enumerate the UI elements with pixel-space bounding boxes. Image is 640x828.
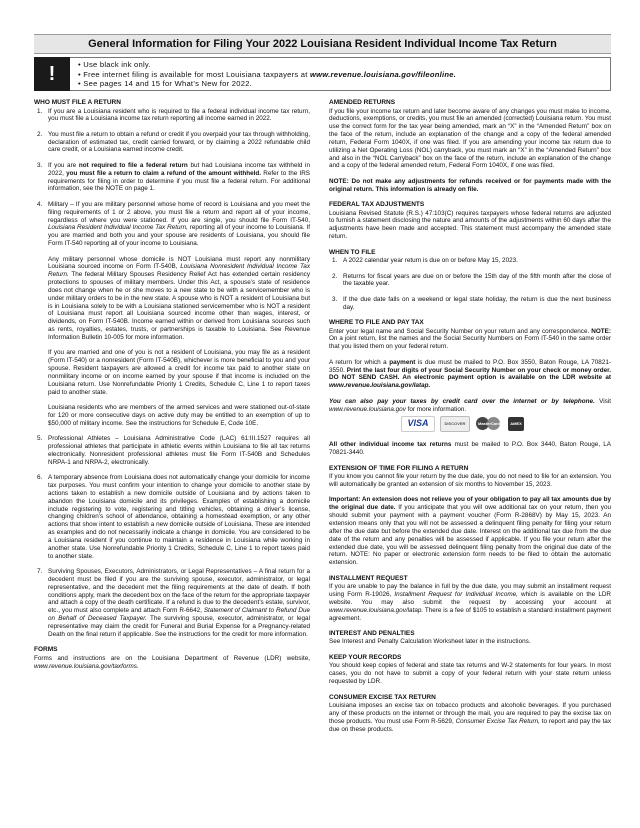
section-heading: WHO MUST FILE A RETURN [34, 99, 121, 106]
section-heading: WHEN TO FILE [329, 248, 376, 256]
paragraph: You can also pay your taxes by credit card over the internet or by telephone. Visit www.revenue.louisiana.gov for more information. [329, 397, 611, 413]
list-item: 1. A 2022 calendar year return is due on or before May 15, 2023. [332, 257, 518, 265]
list-item: 3. If the due date falls on a weekend or legal state holiday, the return is due the next business day. [332, 295, 611, 311]
paragraph: Louisiana Revised Statute (R.S.) 47:103(C) requires taxpayers whose federal returns are adjusted to furnish a statement disclosing the nature and amounts of the adjustments within 60 days after the adjustments have been made and accepted. This statement must accompany the amended state return. [329, 209, 611, 241]
taxforms-link[interactable]: www.revenue.louisiana.gov/taxforms. [34, 662, 139, 670]
list-item: 3. If you are not required to file a federal return but had Louisiana income tax withheld in 2022, you must file a return to claim a refund of the amount withheld. Refer to the IRS requirements for filing in order to determine if you must file a federal return. For additional information, see the NOTE on page 1. [37, 161, 311, 193]
list-item: 5. Professional Athletes – Louisiana Administrative Code (LAC) 61:III.1527 requires all professional athletes that participate in athletic events within Louisiana to file all tax returns electronically. Nonresident professional athletes must file Form IT-540B and Schedules NRPA-1 and NRPA-2, electronically. [37, 435, 310, 466]
paragraph: Any military personnel whose domicile is NOT Louisiana must report any nonmilitary Louisiana sourced income on Form IT-540B, Louisiana Nonresident Individual Income Tax Return. The federal Military Spouses Residency Relief Act has extended certain residency protections to spouses of military members. Under this Act, a spouse’s state of residence does not change when he or she moves to a new state to be with a servicemember who is under military orders to be in the new state. A spouse who is NOT a resident of Louisiana but is in Louisiana solely to be with a Louisiana stationed servicemember who is NOT a resident of Louisiana must report all Louisiana sourced income other than wages, interest, or dividends, on Form IT-540B. Income earned within or derived from Louisiana sources such as rents, royalties, estates, trusts, or partnerships is taxable to Louisiana. See Revenue Information Bulletin 10-005 for more information. [48, 255, 311, 341]
notice-list [70, 58, 456, 90]
amex-logo: AMEX [508, 417, 524, 431]
section-heading: FEDERAL TAX ADJUSTMENTS [329, 201, 425, 209]
fileonline-link[interactable]: www.revenue.louisiana.gov/fileonline. [309, 69, 457, 79]
paragraph: Enter your legal name and Social Security Number on your return and any correspondence. NOTE: On a joint return, list the names and the Social Security Numbers on Form IT-540 in the same order that you listed them on your federal return. [329, 327, 611, 351]
section-heading: AMENDED RETURNS [329, 99, 396, 106]
notice-item: • See pages 14 and 15 for What’s New for 2022. [78, 79, 456, 89]
list-item: 4. Military – If you are military personnel whose home of record is Louisiana and you meet the filing requirements of 1 or 2 above, you must file a return and report all of your income, regardless of where you were stationed. If you are single, you should file Form IT-540, Louisiana Resident Individual Income Tax Return, reporting all of your income to Louisiana. If you are married and both you and your spouse are residents of Louisiana, you should file Form IT-540 reporting all of your income to Louisiana. [37, 200, 310, 248]
section-heading: INTEREST AND PENALTIES [329, 629, 415, 637]
paragraph: A return for which a payment is due must be mailed to P.O. Box 3550, Baton Rouge, LA 70821-3550. Print the last four digits of your Social Security Number on your check or money order. DO NOT SEND CASH. An electronic payment option is available on the LDR website at www.revenue.louisiana.gov/latap. [329, 358, 612, 390]
exclamation-icon: ! [34, 57, 70, 91]
discover-logo: DISCOVER [440, 416, 470, 432]
section-heading: WHERE TO FILE AND PAY TAX [329, 319, 424, 327]
list-item: 2. Returns for fiscal years are due on or before the 15th day of the fifth month after the close of the taxable year. [332, 272, 611, 288]
notice-item: • Use black ink only. [78, 60, 456, 70]
paragraph: If you file your income tax return and later become aware of any changes you must make to income, deductions, exemptions, or credits, you must file an amended (corrected) Louisiana return. You must use the correct form for the tax year being amended, mark an “X” in the “Amended Return” box on the face of the return, include an explanation of the change and a copy of the federal amended return, Federal Form 1040X, if one was filed. If you are amending your income tax return due to utilizing a Net Operating Loss (NOL) carryback, you must mark an “X” in the “Amended Return” box and also in the “NOL Carryback” box on the face of the return, include an explanation of the change and a copy of the federal amended return, Federal Form 1040X, if one was filed. [329, 107, 611, 170]
paragraph: Louisiana residents who are members of the armed services and were stationed out-of-state for 120 or more consecutive days on active duty may be entitled to an exemption of up to $50,000 of military income. See the instructions for Schedule E, Code 10E. [48, 404, 310, 427]
right-column [329, 99, 611, 741]
paragraph: If you are unable to pay the balance in full by the due date, you may submit an installment request using Form R-19026, Installment Request for Individual Income, which is available on the LDR website. You may also submit the request by accessing your account at www.revenue.louisiana.gov/latap. There is a fee of $105 to establish a standard installment payment agreement. [329, 583, 612, 622]
paragraph: See Interest and Penalty Calculation Worksheet later in the instructions. [329, 638, 531, 646]
section-heading: CONSUMER EXCISE TAX RETURN [329, 693, 436, 701]
paragraph: All other individual income tax returns must be mailed to P.O. Box 3440, Baton Rouge, LA 70821-3440. [329, 441, 611, 457]
payment-card-logos [401, 416, 611, 432]
section-heading: FORMS [34, 646, 58, 654]
visa-logo: VISA [401, 416, 435, 432]
latap-link[interactable]: www.revenue.louisiana.gov/latap. [329, 382, 431, 390]
list-item: 7. Surviving Spouses, Executors, Administrators, or Legal Representatives – A final return for a decedent must be filed if you are the surviving spouse, executor, administrator, or legal representative, and the decedent met the filing requirements at the date of death. If both conditions apply, mark the decedent box on the face of the return for the appropriate taxpayer and attach a copy of the death certificate. If a refund is due to the decedent’s estate, survivor, etc., you must also complete and attach Form R-6642, Statement of Claimant to Refund Due on Behalf of Deceased Taxpayer. The surviving spouse, executor, administrator, or legal representative may claim the credit for Funeral and Burial Expense for a Pregnancy-related Death on the final return if applicable. See the instructions for the credit for more information. [37, 568, 311, 638]
note: NOTE: Do not make any adjustments for refunds received or for payments made with the original return. This information is already on file. [329, 177, 611, 193]
paragraph: If you are married and one of you is not a resident of Louisiana, you may file as a resident (Form IT-540) or a nonresident (Form IT-540B), whichever is more beneficial to you and your spouse. Resident taxpayers are allowed a credit for income tax paid to another state on nonmilitary income or on income earned by your spouse if that income is included on the Louisiana return. Use Nonrefundable Priority 1 Credits, Schedule C, Line 1 to report taxes paid to another state. [48, 349, 310, 396]
notice-box [34, 57, 611, 91]
latap-link[interactable]: www.revenue.louisiana.gov/latap. [329, 606, 424, 614]
ldr-website-link[interactable]: www.revenue.louisiana.gov [329, 405, 406, 413]
section-heading: INSTALLMENT REQUEST [329, 574, 408, 582]
paragraph: Important: An extension does not relieve you of your obligation to pay all tax amounts due by the original due date. If you anticipate that you will owe additional tax on your return, then you should submit your payment with a payment voucher (Form R-2868V) by May 15, 2023. An extension means only that you will not be assessed a delinquent filing penalty for filing your return after the due date but before the extended due date. Interest on the additional tax due from the due date of the return and any penalties will be assessed if applicable. If you file your return after the extended due date, you will be assessed delinquent filing penalty from the original due date of the return. NOTE: No paper or electronic extension form needs to be filed to obtain the automatic extension. [329, 496, 611, 567]
list-item: 1. If you are a Louisiana resident who is required to file a federal individual income tax return, you must file a Louisiana income tax return reporting all income earned in 2022. [37, 107, 310, 123]
list-item: 6. A temporary absence from Louisiana does not automatically change your domicile for income tax purposes. You must confirm your intention to change your domicile to another state by actions taken to establish a new domicile outside of Louisiana and by actions taken to abandon the Louisiana domicile and its privileges. Examples of establishing a domicile include registering to vote, registering and titling vehicles, obtaining a driver’s license, changing children’s school of attendance, obtaining a homestead exemption, or any other actions that show intent to establish a new domicile outside of Louisiana. These are intended as examples and do not necessarily indicate a change in domicile. You are considered to be a Louisiana resident if you continue to maintain a residence in Louisiana while working in another state. Use Nonrefundable Priority 1 Credits, Schedule C, Line 1 to report taxes paid to another state. [37, 474, 310, 560]
page-title: General Information for Filing Your 2022 Louisiana Resident Individual Income Tax Return [34, 34, 611, 54]
section-heading: EXTENSION OF TIME FOR FILING A RETURN [329, 464, 469, 472]
list-item: 2. You must file a return to obtain a refund or credit if you overpaid your tax through withholding, declaration of estimated tax, credit carried forward, or by claiming a 2022 refundable child care credit, or a Louisiana earned income credit. [37, 130, 310, 154]
left-column [34, 99, 310, 678]
notice-item: • Free internet filing is available for most Louisiana taxpayers at www.revenue.louisiana.gov/fileonline. [78, 70, 456, 80]
paragraph: Forms and instructions are on the Louisiana Department of Revenue (LDR) website, www.revenue.louisiana.gov/taxforms. [34, 654, 310, 670]
paragraph: If you know you cannot file your return by the due date, you do not need to file for an extension. You will automatically be granted an extension of six months to November 15, 2023. [329, 473, 611, 488]
paragraph: Louisiana imposes an excise tax on tobacco products and alcoholic beverages. If you purchased any of these products on the internet or through the mail, you are required to pay the excise tax on those products. You must use Form R-5629, Consumer Excise Tax Return, to report and pay the tax due on these products. [329, 702, 612, 733]
paragraph: You should keep copies of federal and state tax returns and W-2 statements for four years. In most cases, you do not have to submit a copy of your federal return with your state return unless requested by LDR. [329, 662, 611, 686]
section-heading: KEEP YOUR RECORDS [329, 653, 402, 661]
mastercard-logo: MasterCard [475, 417, 503, 431]
